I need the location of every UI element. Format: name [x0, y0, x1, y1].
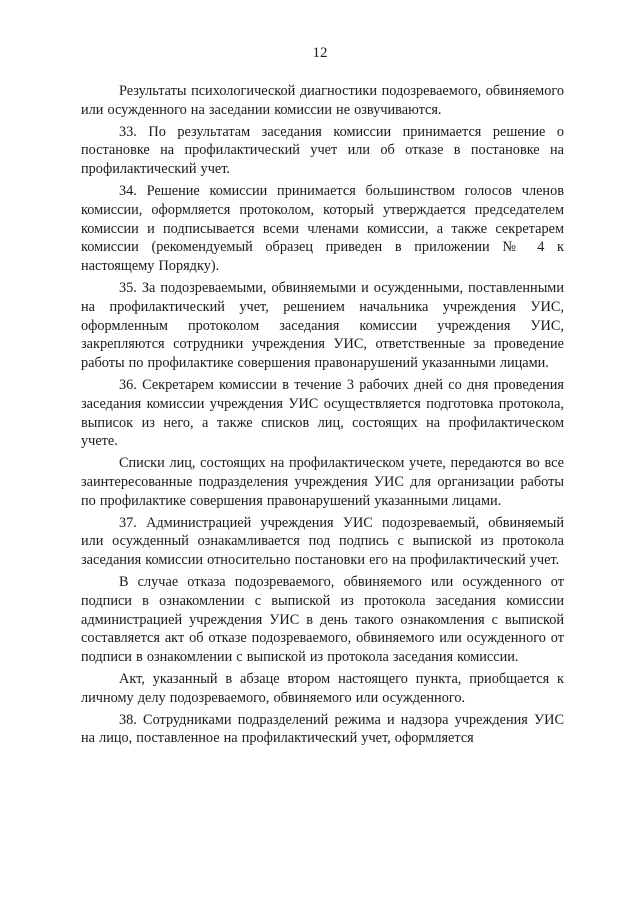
paragraph-37-act: Акт, указанный в абзаце втором настоящего пункта, приобщается к личному делу подозреваемого, обвиняемого или осужденного. [81, 670, 564, 706]
paragraph-37-refusal: В случае отказа подозреваемого, обвиняемого или осужденного от подписи в ознакомлении с выпиской из протокола заседания комиссии администрацией учреждения УИС в день такого ознакомления с выпиской составляется акт об отказе подозреваемого, обвиняемого или осужденного от подписи в ознакомлении с выпиской из протокола заседания комиссии. [81, 573, 564, 666]
paragraph-diagnostics-results: Результаты психологической диагностики подозреваемого, обвиняемого или осужденного на заседании комиссии не озвучиваются. [81, 83, 564, 118]
paragraph-33: 33. По результатам заседания комиссии принимается решение о постановке на профилактический учет или об отказе в постановке на профилактический учет. [81, 123, 564, 178]
paragraph-37: 37. Администрацией учреждения УИС подозреваемый, обвиняемый или осужденный ознакамливается под подпись с выпиской из протокола заседания комиссии относительно постановки его на профилактический учет. [81, 514, 564, 569]
paragraph-38: 38. Сотрудниками подразделений режима и надзора учреждения УИС на лицо, поставленное на профилактический учет, оформляется [81, 711, 564, 747]
paragraph-34: 34. Решение комиссии принимается большинством голосов членов комиссии, оформляется протоколом, который утверждается председателем комиссии и подписывается всеми членами комиссии, а также секретарем комиссии (рекомендуемый образец приведен в приложении № 4 к настоящему Порядку). [81, 182, 564, 275]
document-body [81, 82, 564, 751]
page-number: 12 [312, 45, 328, 61]
paragraph-36: 36. Секретарем комиссии в течение 3 рабочих дней со дня проведения заседания комиссии учреждения УИС осуществляется подготовка протокола, выписок из него, а также списков лиц, состоящих на профилактическом учете. [81, 376, 564, 450]
paragraph-35: 35. За подозреваемыми, обвиняемыми и осужденными, поставленными на профилактический учет, решением начальника учреждения УИС, оформленным протоколом заседания комиссии учреждения УИС, закрепляются сотрудники учреждения УИС, ответственные за проведение работы по профилактике совершения правонарушений указанными лицами. [81, 279, 564, 372]
paragraph-36-lists: Списки лиц, состоящих на профилактическом учете, передаются во все заинтересованные подразделения учреждения УИС для организации работы по профилактике совершения правонарушений указанными лицами. [81, 455, 564, 509]
